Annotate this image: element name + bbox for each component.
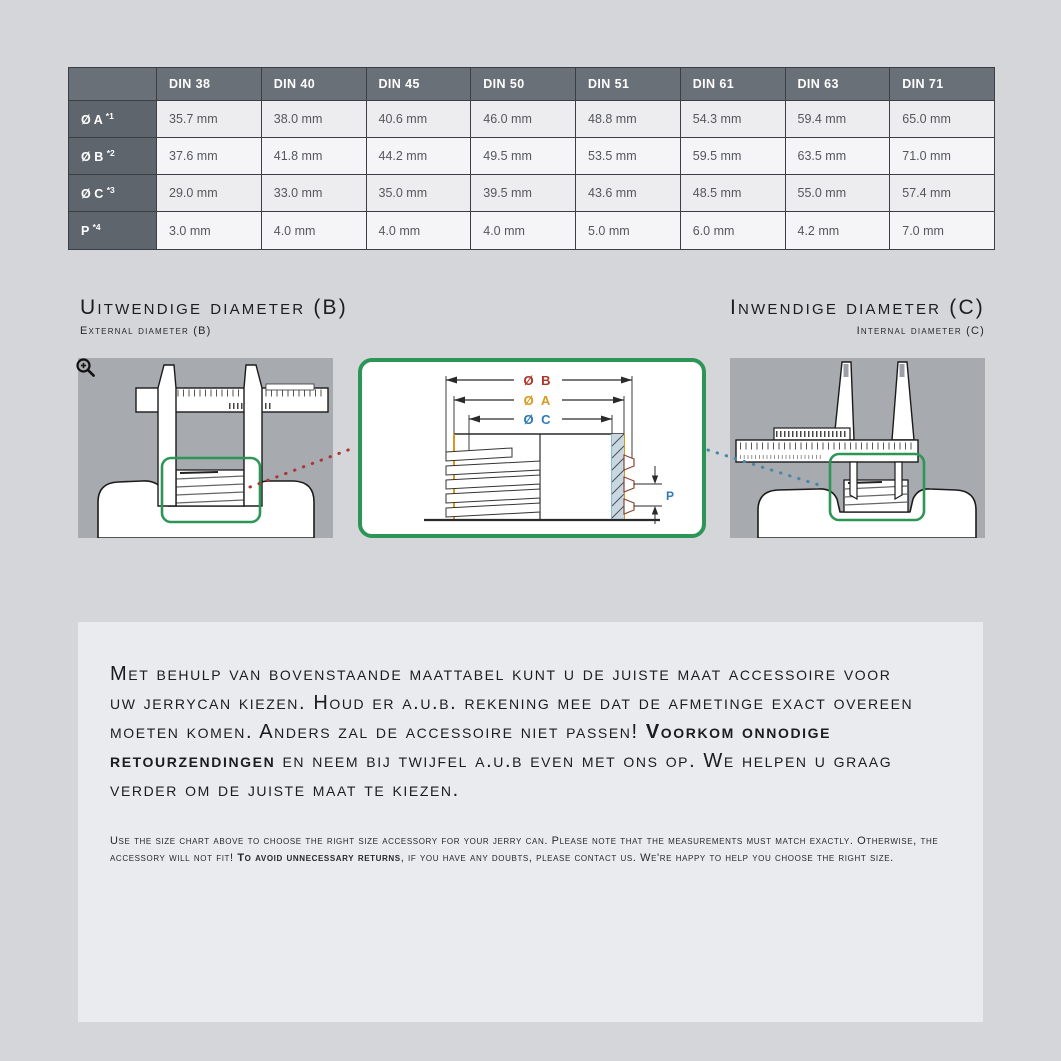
section-title-internal: Inwendige diameter (C) — [729, 296, 985, 319]
measurement-cell: 48.5 mm — [680, 175, 785, 212]
note-dutch: Met behulp van bovenstaande maattabel kunt u de juiste maat accessoire voor uw jerrycan kiezen. Houd er a.u.b. rekening mee dat de afmetinge exact overeen moeten komen. Anders zal de accessoire niet passen! Voorkom onnodige retourzendingen en neem bij twijfel a.u.b even met ons op. We helpen u graag verder om de juiste maat te kiezen. — [110, 663, 914, 801]
note-english-bold: To avoid unnecessary returns — [237, 852, 401, 864]
din-column-header: DIN 50 — [471, 68, 576, 101]
measurement-cell: 65.0 mm — [890, 101, 995, 138]
size-table — [68, 67, 995, 250]
notes-panel — [78, 622, 983, 1022]
measurement-cell: 57.4 mm — [890, 175, 995, 212]
din-column-header: DIN 45 — [366, 68, 471, 101]
measurement-cell: 35.0 mm — [366, 175, 471, 212]
din-column-header: DIN 61 — [680, 68, 785, 101]
measurement-cell: 6.0 mm — [680, 212, 785, 249]
dim-label-inner-diameter: Ø C — [523, 412, 553, 427]
table-row — [69, 138, 995, 175]
note-dutch-bold: Voorkom onnodige retourzendingen — [110, 721, 832, 772]
measurement-cell: 29.0 mm — [157, 175, 262, 212]
measurement-cell: 39.5 mm — [471, 175, 576, 212]
measurement-cell: 4.0 mm — [366, 212, 471, 249]
measurement-cell: 38.0 mm — [261, 101, 366, 138]
row-label: Ø A $^{*1}$ — [69, 101, 157, 138]
footnote-marker: *1 — [105, 111, 114, 121]
din-column-header: DIN 38 — [157, 68, 262, 101]
table-row — [69, 101, 995, 138]
measurement-cell: 71.0 mm — [890, 138, 995, 175]
measurement-cell: 46.0 mm — [471, 101, 576, 138]
row-label: Ø B $^{*2}$ — [69, 138, 157, 175]
section-title-external: Uitwendige diameter (B) — [80, 296, 348, 319]
section-subtitle-internal: Internal diameter (C) — [856, 325, 985, 337]
measurement-cell: 43.6 mm — [576, 175, 681, 212]
footnote-marker: *3 — [106, 185, 115, 196]
measurement-cell: 5.0 mm — [576, 212, 681, 249]
inside-jaw-right — [895, 462, 902, 499]
measurement-cell: 33.0 mm — [261, 175, 366, 212]
din-column-header: DIN 63 — [785, 68, 890, 101]
measurement-cell: 40.6 mm — [366, 101, 471, 138]
thread-teeth — [624, 455, 634, 514]
footnote-marker: *4 — [92, 222, 101, 233]
measurement-cell: 3.0 mm — [157, 212, 262, 249]
external-measure-figure — [78, 358, 333, 538]
dim-label-middle-diameter: Ø A — [523, 393, 553, 408]
measurement-cell: 41.8 mm — [261, 138, 366, 175]
footnote-marker: *2 — [106, 148, 115, 159]
measurement-cell: 49.5 mm — [471, 138, 576, 175]
table-row — [69, 212, 995, 249]
row-label: P $^{*4}$ — [69, 212, 157, 249]
row-label: Ø C $^{*3}$ — [69, 175, 157, 212]
section-subtitle-external: External diameter (B) — [80, 325, 212, 337]
section-wall — [612, 434, 624, 520]
measurement-cell: 4.0 mm — [471, 212, 576, 249]
measurement-cell: 44.2 mm — [366, 138, 471, 175]
corner-cell — [69, 68, 157, 101]
caliper-external-illustration — [78, 358, 333, 538]
measurement-cell: 55.0 mm — [785, 175, 890, 212]
thread-profile — [446, 448, 540, 517]
measurement-cell: 37.6 mm — [157, 138, 262, 175]
cross-section-figure — [358, 358, 706, 538]
measurement-cell: 4.0 mm — [261, 212, 366, 249]
measurement-cell: 59.5 mm — [680, 138, 785, 175]
measurement-cell: 53.5 mm — [576, 138, 681, 175]
measurement-cell: 63.5 mm — [785, 138, 890, 175]
measurement-cell: 4.2 mm — [785, 212, 890, 249]
measurement-cell: 7.0 mm — [890, 212, 995, 249]
pitch-dimension — [634, 466, 662, 524]
din-column-header: DIN 71 — [890, 68, 995, 101]
table-row — [69, 175, 995, 212]
note-english: Use the size chart above to choose the right size accessory for your jerry can. Please note that the measurements must match exactly. Otherwise, the accessory will not fit! To avoid unnecessary returns, if you have any doubts, please contact us. We're happy to help you choose the right size. — [110, 835, 939, 864]
inside-jaw-left — [850, 462, 857, 499]
din-column-header: DIN 51 — [576, 68, 681, 101]
zoom-in-icon[interactable] — [75, 357, 97, 379]
thread-cross-section-diagram — [362, 362, 702, 534]
caliper-internal-illustration — [730, 358, 985, 538]
din-column-header: DIN 40 — [261, 68, 366, 101]
dim-label-pitch: P — [665, 489, 675, 503]
size-table-header-row — [69, 68, 995, 101]
measurement-cell: 48.8 mm — [576, 101, 681, 138]
measurement-cell: 59.4 mm — [785, 101, 890, 138]
section-external-diameter — [80, 296, 348, 337]
measurement-cell: 54.3 mm — [680, 101, 785, 138]
internal-measure-figure — [730, 358, 985, 538]
dim-label-outer-diameter: Ø B — [523, 373, 553, 388]
measurement-cell: 35.7 mm — [157, 101, 262, 138]
section-internal-diameter — [730, 296, 985, 337]
